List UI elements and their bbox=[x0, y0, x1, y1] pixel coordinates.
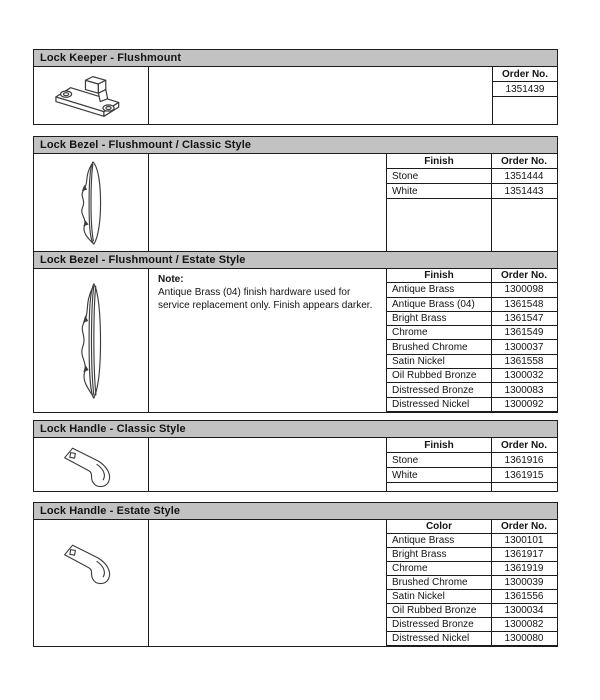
table-row bbox=[387, 604, 557, 618]
section-title-bar bbox=[34, 50, 557, 67]
table-row bbox=[387, 548, 557, 562]
section-title-bar bbox=[34, 252, 557, 269]
finish-value: White bbox=[392, 185, 418, 197]
finish-value: Brushed Chrome bbox=[392, 341, 468, 353]
section-body bbox=[34, 438, 557, 491]
table-row bbox=[387, 632, 557, 646]
table-row bbox=[387, 312, 557, 326]
table-header-row bbox=[387, 154, 557, 169]
table-row bbox=[387, 283, 557, 297]
table-row bbox=[387, 398, 557, 412]
order-no-value: 1361547 bbox=[504, 313, 544, 325]
order-no-value: 1300098 bbox=[504, 284, 544, 296]
order-no-value: 1361915 bbox=[504, 469, 544, 481]
order-no-value: 1300080 bbox=[504, 633, 544, 644]
image-cell bbox=[34, 154, 149, 251]
order-no-value: 1361917 bbox=[504, 549, 544, 560]
color-value: Satin Nickel bbox=[392, 591, 445, 602]
image-cell bbox=[34, 67, 149, 124]
column-divider bbox=[491, 269, 492, 412]
section-title: Lock Handle - Classic Style bbox=[40, 423, 186, 435]
order-no-value: 1300034 bbox=[504, 605, 544, 616]
color-value: Distressed Nickel bbox=[392, 633, 470, 644]
color-value: Chrome bbox=[392, 563, 428, 574]
section-body bbox=[34, 520, 557, 646]
color-value: Distressed Bronze bbox=[392, 619, 474, 630]
section-title: Lock Handle - Estate Style bbox=[40, 505, 181, 517]
section-lock-bezel bbox=[33, 136, 558, 413]
table-row bbox=[387, 590, 557, 604]
column-divider bbox=[491, 154, 492, 251]
color-value: Antique Brass bbox=[392, 535, 455, 546]
order-no-value: 1351439 bbox=[505, 83, 545, 95]
order-no-value: 1300083 bbox=[504, 384, 544, 396]
table-header-row bbox=[387, 520, 557, 534]
lock-handle-classic-icon bbox=[57, 441, 125, 489]
finish-order-table bbox=[386, 154, 557, 251]
table-header-row bbox=[387, 269, 557, 283]
table-row bbox=[387, 184, 557, 199]
order-no-header: Order No. bbox=[500, 521, 548, 532]
finish-value: Antique Brass bbox=[392, 284, 455, 296]
color-order-table bbox=[386, 520, 557, 646]
order-no-value: 1300032 bbox=[504, 370, 544, 382]
finish-value: White bbox=[392, 469, 418, 481]
order-no-value: 1361558 bbox=[504, 355, 544, 367]
table-row bbox=[387, 534, 557, 548]
order-no-value: 1351443 bbox=[504, 185, 544, 197]
note-cell bbox=[150, 269, 386, 412]
table-row bbox=[493, 82, 557, 97]
order-no-value: 1300101 bbox=[504, 535, 544, 546]
table-row bbox=[387, 355, 557, 369]
order-table bbox=[492, 67, 557, 124]
finish-value: Satin Nickel bbox=[392, 355, 445, 367]
finish-order-table bbox=[386, 438, 557, 491]
section-lock-handle-estate bbox=[33, 502, 558, 647]
section-body bbox=[34, 154, 557, 252]
finish-value: Bright Brass bbox=[392, 313, 447, 325]
table-row bbox=[387, 453, 557, 468]
table-row bbox=[387, 326, 557, 340]
section-title: Lock Bezel - Flushmount / Estate Style bbox=[40, 254, 246, 266]
order-no-header: Order No. bbox=[500, 439, 548, 451]
color-value: Brushed Chrome bbox=[392, 577, 468, 588]
finish-header: Finish bbox=[424, 155, 454, 167]
section-lock-keeper bbox=[33, 49, 558, 125]
order-no-value: 1300039 bbox=[504, 577, 544, 588]
finish-value: Distressed Nickel bbox=[392, 398, 470, 410]
table-header-row bbox=[387, 438, 557, 453]
order-no-header: Order No. bbox=[500, 155, 548, 167]
section-title-bar bbox=[34, 137, 557, 154]
section-title-bar bbox=[34, 503, 557, 520]
section-lock-handle-classic bbox=[33, 420, 558, 492]
table-row bbox=[387, 468, 557, 483]
column-divider bbox=[491, 520, 492, 646]
order-no-value: 1361548 bbox=[504, 298, 544, 310]
description-cell bbox=[150, 154, 386, 251]
finish-value: Stone bbox=[392, 454, 419, 466]
lock-keeper-icon bbox=[45, 72, 137, 120]
table-row bbox=[387, 169, 557, 184]
image-cell bbox=[34, 269, 149, 412]
order-no-value: 1300037 bbox=[504, 341, 544, 353]
table-row bbox=[387, 618, 557, 632]
section-title: Lock Bezel - Flushmount / Classic Style bbox=[40, 139, 252, 151]
lock-bezel-estate-icon bbox=[74, 281, 108, 401]
section-title-bar bbox=[34, 421, 557, 438]
note-text: Antique Brass (04) finish hardware used for service replacement only. Finish appears darker. bbox=[158, 287, 373, 311]
table-row bbox=[387, 340, 557, 354]
order-no-value: 1300092 bbox=[504, 398, 544, 410]
section-body bbox=[34, 269, 557, 412]
image-cell bbox=[34, 520, 149, 646]
order-no-value: 1361556 bbox=[504, 591, 544, 602]
color-header: Color bbox=[425, 521, 453, 532]
table-row bbox=[387, 298, 557, 312]
lock-bezel-classic-icon bbox=[74, 159, 108, 247]
order-no-value: 1361549 bbox=[504, 327, 544, 339]
section-body bbox=[34, 67, 557, 124]
finish-value: Oil Rubbed Bronze bbox=[392, 370, 477, 382]
finish-value: Antique Brass (04) bbox=[392, 298, 475, 310]
image-cell bbox=[34, 438, 149, 491]
finish-value: Chrome bbox=[392, 327, 428, 339]
column-divider bbox=[491, 438, 492, 491]
table-row bbox=[387, 562, 557, 576]
color-value: Bright Brass bbox=[392, 549, 447, 560]
finish-header: Finish bbox=[424, 439, 454, 451]
table-row bbox=[387, 383, 557, 397]
order-no-value: 1361919 bbox=[504, 563, 544, 574]
table-header-row bbox=[493, 67, 557, 82]
color-value: Oil Rubbed Bronze bbox=[392, 605, 477, 616]
order-no-value: 1361916 bbox=[504, 454, 544, 466]
finish-value: Stone bbox=[392, 170, 419, 182]
order-no-header: Order No. bbox=[501, 68, 549, 80]
table-row bbox=[387, 576, 557, 590]
lock-handle-estate-icon bbox=[57, 538, 125, 586]
finish-order-table bbox=[386, 269, 557, 412]
note-label: Note: bbox=[158, 274, 184, 285]
order-no-header: Order No. bbox=[500, 270, 548, 282]
section-title: Lock Keeper - Flushmount bbox=[40, 52, 182, 64]
finish-value: Distressed Bronze bbox=[392, 384, 474, 396]
order-no-value: 1300082 bbox=[504, 619, 544, 630]
order-no-value: 1351444 bbox=[504, 170, 544, 182]
table-row bbox=[387, 369, 557, 383]
finish-header: Finish bbox=[424, 270, 454, 282]
